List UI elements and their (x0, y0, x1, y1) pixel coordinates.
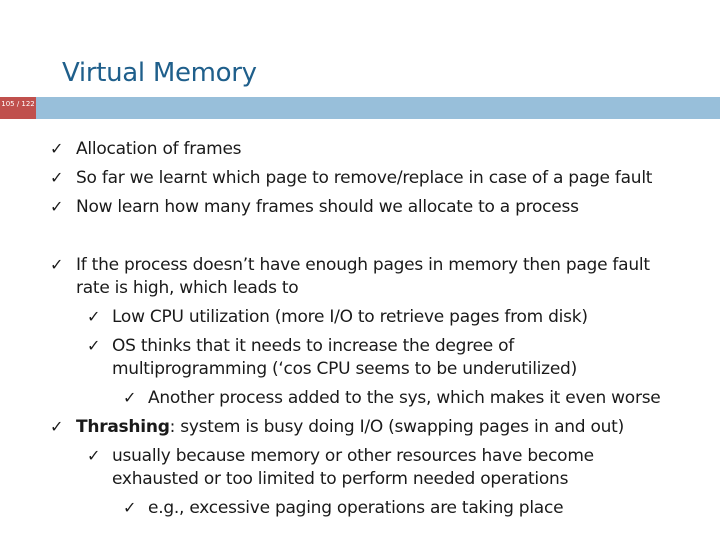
check-icon: ✓ (50, 139, 64, 158)
page-number: 105 / 122 (0, 97, 36, 119)
bullet-process-pages: If the process doesn’t have enough pages in memory then page fault (76, 255, 650, 275)
check-icon: ✓ (87, 336, 101, 355)
sub-bullet-usually-cont: exhausted or too limited to perform needed operations (112, 469, 569, 489)
slide-title: Virtual Memory (62, 58, 257, 88)
bullet-so-far: So far we learnt which page to remove/replace in case of a page fault (76, 168, 653, 188)
check-icon: ✓ (50, 417, 64, 436)
bullet-now-learn: Now learn how many frames should we allocate to a process (76, 197, 579, 217)
bullet-thrashing (76, 416, 624, 438)
bullet-process-pages-cont: rate is high, which leads to (76, 278, 299, 298)
check-icon: ✓ (87, 446, 101, 465)
sub-sub-bullet-another-process: Another process added to the sys, which makes it even worse (148, 388, 661, 408)
check-icon: ✓ (123, 498, 137, 517)
check-icon: ✓ (50, 197, 64, 216)
bullet-allocation-of-frames: Allocation of frames (76, 139, 242, 159)
sub-bullet-usually: usually because memory or other resources have become (112, 446, 594, 466)
sub-bullet-os-thinks-cont: multiprogramming (‘cos CPU seems to be underutilized) (112, 359, 577, 379)
thrashing-definition: : system is busy doing I/O (swapping pages in and out) (169, 417, 624, 437)
check-icon: ✓ (50, 255, 64, 274)
sub-sub-bullet-eg: e.g., excessive paging operations are taking place (148, 498, 564, 518)
sub-bullet-low-cpu: Low CPU utilization (more I/O to retrieve pages from disk) (112, 307, 588, 327)
check-icon: ✓ (50, 168, 64, 187)
check-icon: ✓ (123, 388, 137, 407)
thrashing-term: Thrashing (76, 417, 170, 437)
check-icon: ✓ (87, 307, 101, 326)
sub-bullet-os-thinks: OS thinks that it needs to increase the degree of (112, 336, 515, 356)
